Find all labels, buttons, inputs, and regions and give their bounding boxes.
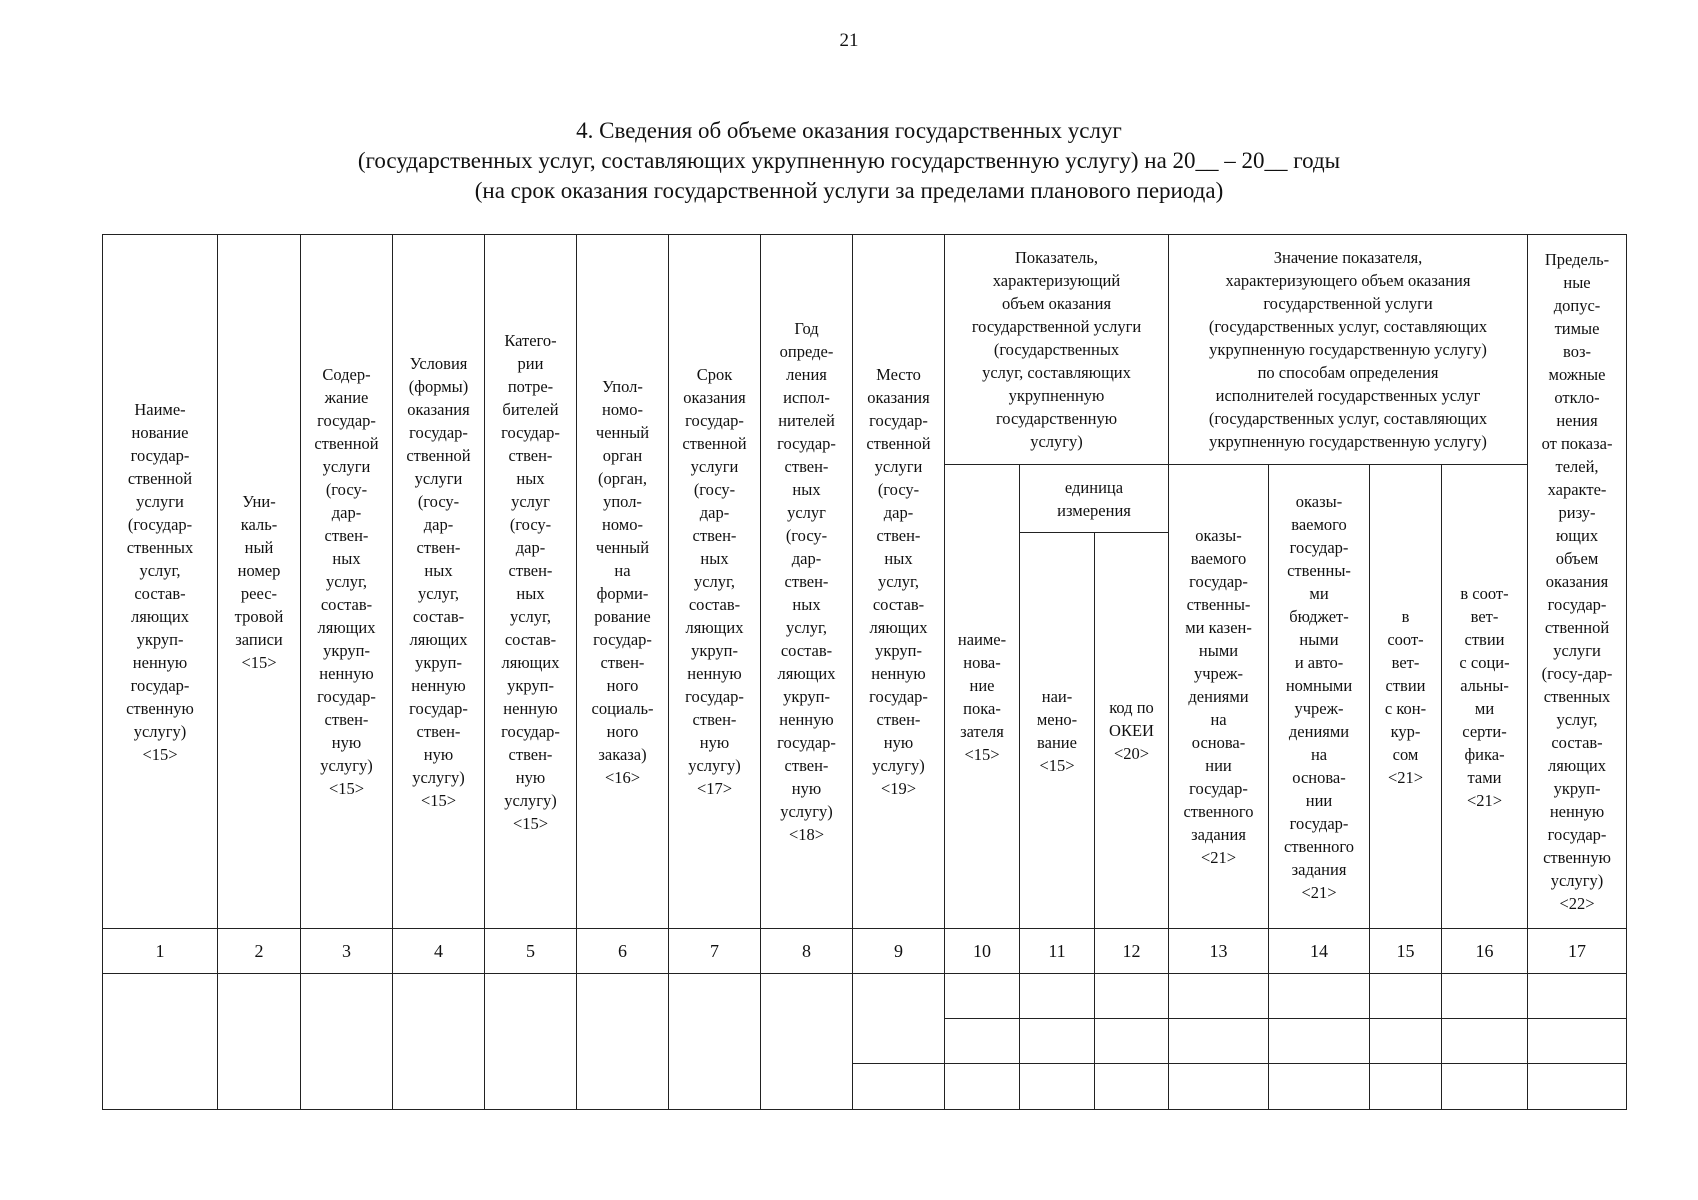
header-service-term: Срок оказания государ- ственной услуги (госу- дар- ствен- ных услуг, состав- ляющих укруп- ненную государ- ствен- ную услугу) <17> xyxy=(669,235,761,929)
table-cell xyxy=(1269,1064,1370,1110)
header-consumer-categories: Катего- рии потре- бителей государ- ствен- ных услуг (госу- дар- ствен- ных услуг, состав- ляющих укруп- ненную государ- ствен- ную услугу) <15> xyxy=(485,235,577,929)
column-number: 12 xyxy=(1095,929,1169,974)
table-cell xyxy=(1442,974,1528,1019)
section-heading xyxy=(0,116,1698,206)
header-service-name: Наиме- нование государ- ственной услуги (государ- ственных услуг, состав- ляющих укруп- ненную государ- ственную услугу) <15> xyxy=(103,235,218,929)
column-number-row xyxy=(103,929,1627,974)
table-cell xyxy=(853,974,945,1064)
table-cell xyxy=(1095,1064,1169,1110)
table-cell xyxy=(485,974,577,1110)
column-number: 9 xyxy=(853,929,945,974)
table-cell xyxy=(1442,1019,1528,1064)
column-number: 1 xyxy=(103,929,218,974)
header-service-conditions: Условия (формы) оказания государ- ственной услуги (госу- дар- ствен- ных услуг, состав- ляющих укруп- ненную государ- ствен- ную услугу) <15> xyxy=(393,235,485,929)
header-unit-group: единица измерения xyxy=(1020,465,1169,533)
header-unit-name: наи- мено- вание <15> xyxy=(1020,533,1095,929)
header-indicator-value-group: Значение показателя, характеризующего объем оказания государственной услуги (государственных услуг, составляющих укрупненную государственную услугу) по способам определения исполнителей государственных услуг (государственных услуг, составляющих укрупненную государственную услугу) xyxy=(1169,235,1528,465)
table-cell xyxy=(1095,974,1169,1019)
table-cell xyxy=(1528,974,1627,1019)
header-service-place: Место оказания государ- ственной услуги (госу- дар- ствен- ных услуг, состав- ляющих укруп- ненную государ- ствен- ную услугу) <19> xyxy=(853,235,945,929)
table-cell xyxy=(1370,974,1442,1019)
table-row xyxy=(103,974,1627,1019)
table-cell xyxy=(577,974,669,1110)
column-number: 5 xyxy=(485,929,577,974)
table-cell xyxy=(1442,1064,1528,1110)
column-number: 3 xyxy=(301,929,393,974)
header-okei-code: код по ОКЕИ <20> xyxy=(1095,533,1169,929)
table-cell xyxy=(1169,1019,1269,1064)
table-cell xyxy=(1095,1019,1169,1064)
column-number: 14 xyxy=(1269,929,1370,974)
heading-line-2: (государственных услуг, составляющих укрупненную государственную услугу) на 20__ – 20__ годы xyxy=(357,148,1341,173)
header-by-competition: в соот- вет- ствии с кон- кур- сом <21> xyxy=(1370,465,1442,929)
column-number: 8 xyxy=(761,929,853,974)
header-indicator-name: наиме- нова- ние пока- зателя <15> xyxy=(945,465,1020,929)
table-cell xyxy=(945,1019,1020,1064)
table-cell xyxy=(393,974,485,1110)
page-number: 21 xyxy=(839,30,859,51)
table-cell xyxy=(218,974,301,1110)
column-number: 4 xyxy=(393,929,485,974)
column-number: 6 xyxy=(577,929,669,974)
header-state-institutions: оказы- ваемого государ- ственны- ми казен- ными учреж- дениями на основа- нии государ- ственного задания <21> xyxy=(1169,465,1269,929)
heading-line-1: 4. Сведения об объеме оказания государственных услуг xyxy=(576,118,1122,143)
column-number: 16 xyxy=(1442,929,1528,974)
table-cell xyxy=(945,974,1020,1019)
table-cell xyxy=(1169,1064,1269,1110)
column-number: 15 xyxy=(1370,929,1442,974)
column-number: 13 xyxy=(1169,929,1269,974)
table-cell xyxy=(301,974,393,1110)
column-number: 11 xyxy=(1020,929,1095,974)
heading-line-3: (на срок оказания государственной услуги за пределами планового периода) xyxy=(474,178,1224,203)
header-indicator-group: Показатель, характеризующий объем оказания государственной услуги (государственных услуг, составляющих укрупненную государственную услугу) xyxy=(945,235,1169,465)
table-cell xyxy=(1020,1019,1095,1064)
column-number: 10 xyxy=(945,929,1020,974)
table-cell xyxy=(1020,1064,1095,1110)
service-volume-table xyxy=(102,234,1627,1110)
column-number: 17 xyxy=(1528,929,1627,974)
header-budget-institutions: оказы- ваемого государ- ственны- ми бюджет- ными и авто- номными учреж- дениями на основа- нии государ- ственного задания <21> xyxy=(1269,465,1370,929)
header-by-certificates: в соот- вет- ствии с соци- альны- ми серти- фика- тами <21> xyxy=(1442,465,1528,929)
table-cell xyxy=(1169,974,1269,1019)
header-registry-number: Уни- каль- ный номер реес- тровой записи <15> xyxy=(218,235,301,929)
table-cell xyxy=(1528,1019,1627,1064)
table-cell xyxy=(1020,974,1095,1019)
header-service-content: Содер- жание государ- ственной услуги (госу- дар- ствен- ных услуг, состав- ляющих укруп- ненную государ- ствен- ную услугу) <15> xyxy=(301,235,393,929)
table-cell xyxy=(1370,1019,1442,1064)
column-number: 2 xyxy=(218,929,301,974)
table-cell xyxy=(853,1064,945,1110)
table-cell xyxy=(1269,1019,1370,1064)
table-cell xyxy=(1269,974,1370,1019)
header-authorized-body: Упол- номо- ченный орган (орган, упол- номо- ченный на форми- рование государ- ствен- ного социаль- ного заказа) <16> xyxy=(577,235,669,929)
table-cell xyxy=(945,1064,1020,1110)
table-cell xyxy=(1528,1064,1627,1110)
column-number: 7 xyxy=(669,929,761,974)
table-cell xyxy=(1370,1064,1442,1110)
table-cell xyxy=(761,974,853,1110)
header-allowed-deviations: Предель- ные допус- тимые воз- можные откло- нения от показа- телей, характе- ризу- ющих объем оказания государ- ственной услуги (госу-дар- ственных услуг, состав- ляющих укруп- ненную государ- ственную услугу) <22> xyxy=(1528,235,1627,929)
table-cell xyxy=(103,974,218,1110)
header-executor-year: Год опреде- ления испол- нителей государ- ствен- ных услуг (госу- дар- ствен- ных услуг, состав- ляющих укруп- ненную государ- ствен- ную услугу) <18> xyxy=(761,235,853,929)
table-cell xyxy=(669,974,761,1110)
